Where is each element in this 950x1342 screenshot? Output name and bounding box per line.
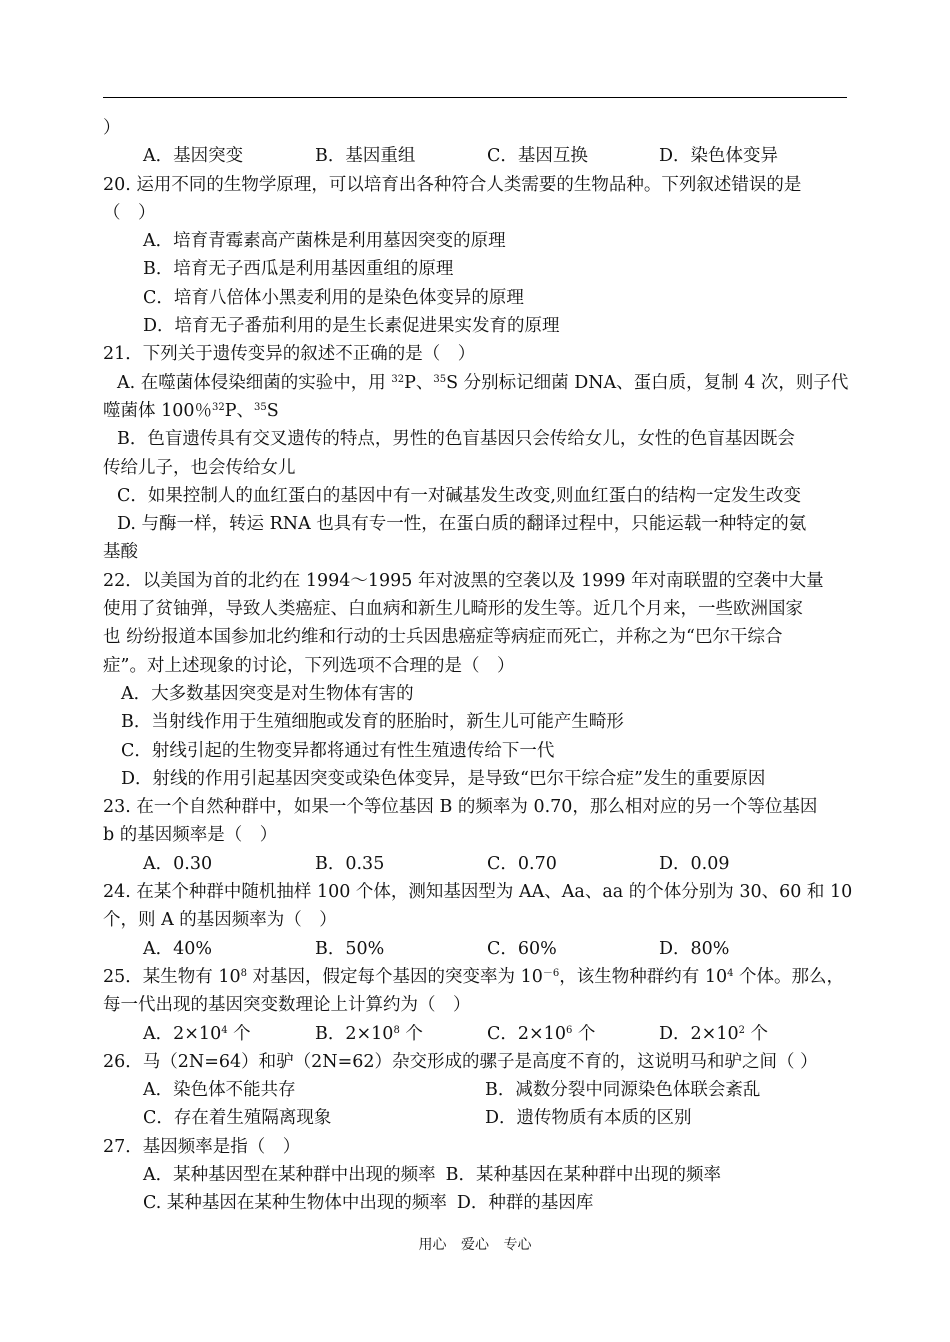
q19-option-c: C．基因互换 [487,146,588,167]
header-rule [103,97,847,98]
q27-option-a: A．某种基因型在某种群中出现的频率 [143,1164,436,1185]
q26-option-a: A．染色体不能共存 [143,1080,296,1101]
q26-option-d: D．遗传物质有本质的区别 [485,1108,692,1129]
q26-options-row1 [103,1076,847,1104]
q20-stem: 20. 运用不同的生物学原理，可以培育出各种符合人类需要的生物品种。下列叙述错误的是 [103,174,802,195]
q23-option-c: C．0.70 [487,853,557,874]
q24-option-c: C．60% [487,938,557,959]
q24-option-b: B．50% [315,938,385,959]
q19-option-d: D．染色体变异 [659,146,779,167]
q27-option-c: C. 某种基因在某种生物体中出现的频率 [143,1193,447,1214]
q21-option-d-line2: 基酸 [103,542,138,563]
q25-option-c: C．$2\times 10^6$ 个 [487,1023,596,1044]
q25-line2: 每一代出现的基因突变数理论上计算约为（ ） [103,995,471,1016]
q25-option-d: D．$2\times 10^2$ 个 [659,1023,769,1044]
q27-stem: 27．基因频率是指（ ） [103,1136,301,1157]
q26-stem: 26．马（2N=64）和驴（2N=62）杂交形成的骡子是高度不育的，这说明马和驴之间（ ） [103,1051,818,1072]
q24-options [103,935,847,963]
q22-option-a: A．大多数基因突变是对生物体有害的 [121,683,414,704]
q25-options [103,1020,847,1048]
q25-option-a: A．$2\times 10^4$ 个 [143,1023,251,1044]
q19-option-a: A．基因突变 [143,146,244,167]
q23-option-d: D．0.09 [659,853,730,874]
page-footer: 用心 爱心 专心 [418,1237,532,1253]
q23-line1: 23. 在一个自然种群中，如果一个等位基因 B 的频率为 0.70，那么相对应的另一个等位基因 [103,797,818,818]
previous-question-tail: ） [103,118,121,138]
q22-option-c: C．射线引起的生物变异都将通过有性生殖遗传给下一代 [121,740,555,761]
q22-option-d: D．射线的作用引起基因突变或染色体变异，是导致“巴尔干综合症”发生的重要原因 [121,768,766,789]
q27-options-row1 [103,1161,847,1189]
q20-option-b: B．培育无子西瓜是利用基因重组的原理 [143,259,454,280]
q21-option-a-line1: A. 在噬菌体侵染细菌的实验中，用 $^{32}$P、$^{35}$S 分别标记细菌 DNA、蛋白质，复制 4 次，则子代 [117,372,849,393]
q20-option-d: D．培育无子番茄利用的是生长素促进果实发育的原理 [143,316,560,337]
q24-option-d: D．80% [659,938,730,959]
q25-line1: 25．某生物有 $10^8$ 对基因，假定每个基因的突变率为 $10^{-6}$，该生物种群约有 $10^4$ 个体。那么， [103,966,845,987]
q27-option-b: B．某种基因在某种群中出现的频率 [445,1164,721,1185]
q27-options-row2 [103,1189,847,1217]
q23-options [103,850,847,878]
q21-option-a-line2: 噬菌体 100％$^{32}$P、$^{35}$S [103,400,279,421]
q20-option-c: C．培育八倍体小黑麦利用的是染色体变异的原理 [143,287,524,308]
q24-line2: 个，则 A 的基因频率为（ ） [103,910,337,931]
q19-option-b: B．基因重组 [315,146,416,167]
q27-option-d: D．种群的基因库 [456,1193,594,1214]
exam-page [103,114,853,1218]
q22-line3: 也 纷纷报道本国参加北约维和行动的士兵因患癌症等病症而死亡，并称之为“巴尔干综合 [103,627,783,648]
q21-option-d-line1: D. 与酶一样，转运 RNA 也具有专一性，在蛋白质的翻译过程中，只能运载一种特定的氨 [117,514,807,535]
q23-option-b: B．0.35 [315,853,385,874]
q21-stem: 21．下列关于遗传变异的叙述不正确的是（ ） [103,344,476,365]
q26-options-row2 [103,1104,847,1132]
q22-line4: 症”。对上述现象的讨论，下列选项不合理的是（ ） [103,655,515,676]
q19-options [103,142,847,170]
q23-line2: b 的基因频率是（ ） [103,825,278,846]
q24-option-a: A．40% [143,938,213,959]
q21-option-b-line2: 传给儿子，也会传给女儿 [103,457,296,478]
q24-line1: 24. 在某个种群中随机抽样 100 个体，测知基因型为 AA、Aa、aa 的个体分别为 30、60 和 10 [103,882,853,903]
q22-line2: 使用了贫铀弹，导致人类癌症、白血病和新生儿畸形的发生等。近几个月来，一些欧洲国家 [103,599,803,620]
q21-option-c: C．如果控制人的血红蛋白的基因中有一对碱基发生改变,则血红蛋白的结构一定发生改变 [117,485,801,506]
q21-option-b-line1: B．色盲遗传具有交叉遗传的特点，男性的色盲基因只会传给女儿，女性的色盲基因既会 [117,429,795,450]
q23-option-a: A．0.30 [143,853,213,874]
q20-option-a: A．培育青霉素高产菌株是利用墓因突变的原理 [143,231,506,252]
q22-line1: 22．以美国为首的北约在 1994～1995 年对波黑的空袭以及 1999 年对南联盟的空袭中大量 [103,570,824,591]
q26-option-c: C．存在着生殖隔离现象 [143,1108,332,1129]
q22-option-b: B．当射线作用于生殖细胞或发育的胚胎时，新生儿可能产生畸形 [121,712,624,733]
q25-option-b: B．$2\times 10^8$ 个 [315,1023,423,1044]
q20-stem-tail: （ ） [103,202,156,223]
q26-option-b: B．减数分裂中同源染色体联会紊乱 [485,1080,761,1101]
